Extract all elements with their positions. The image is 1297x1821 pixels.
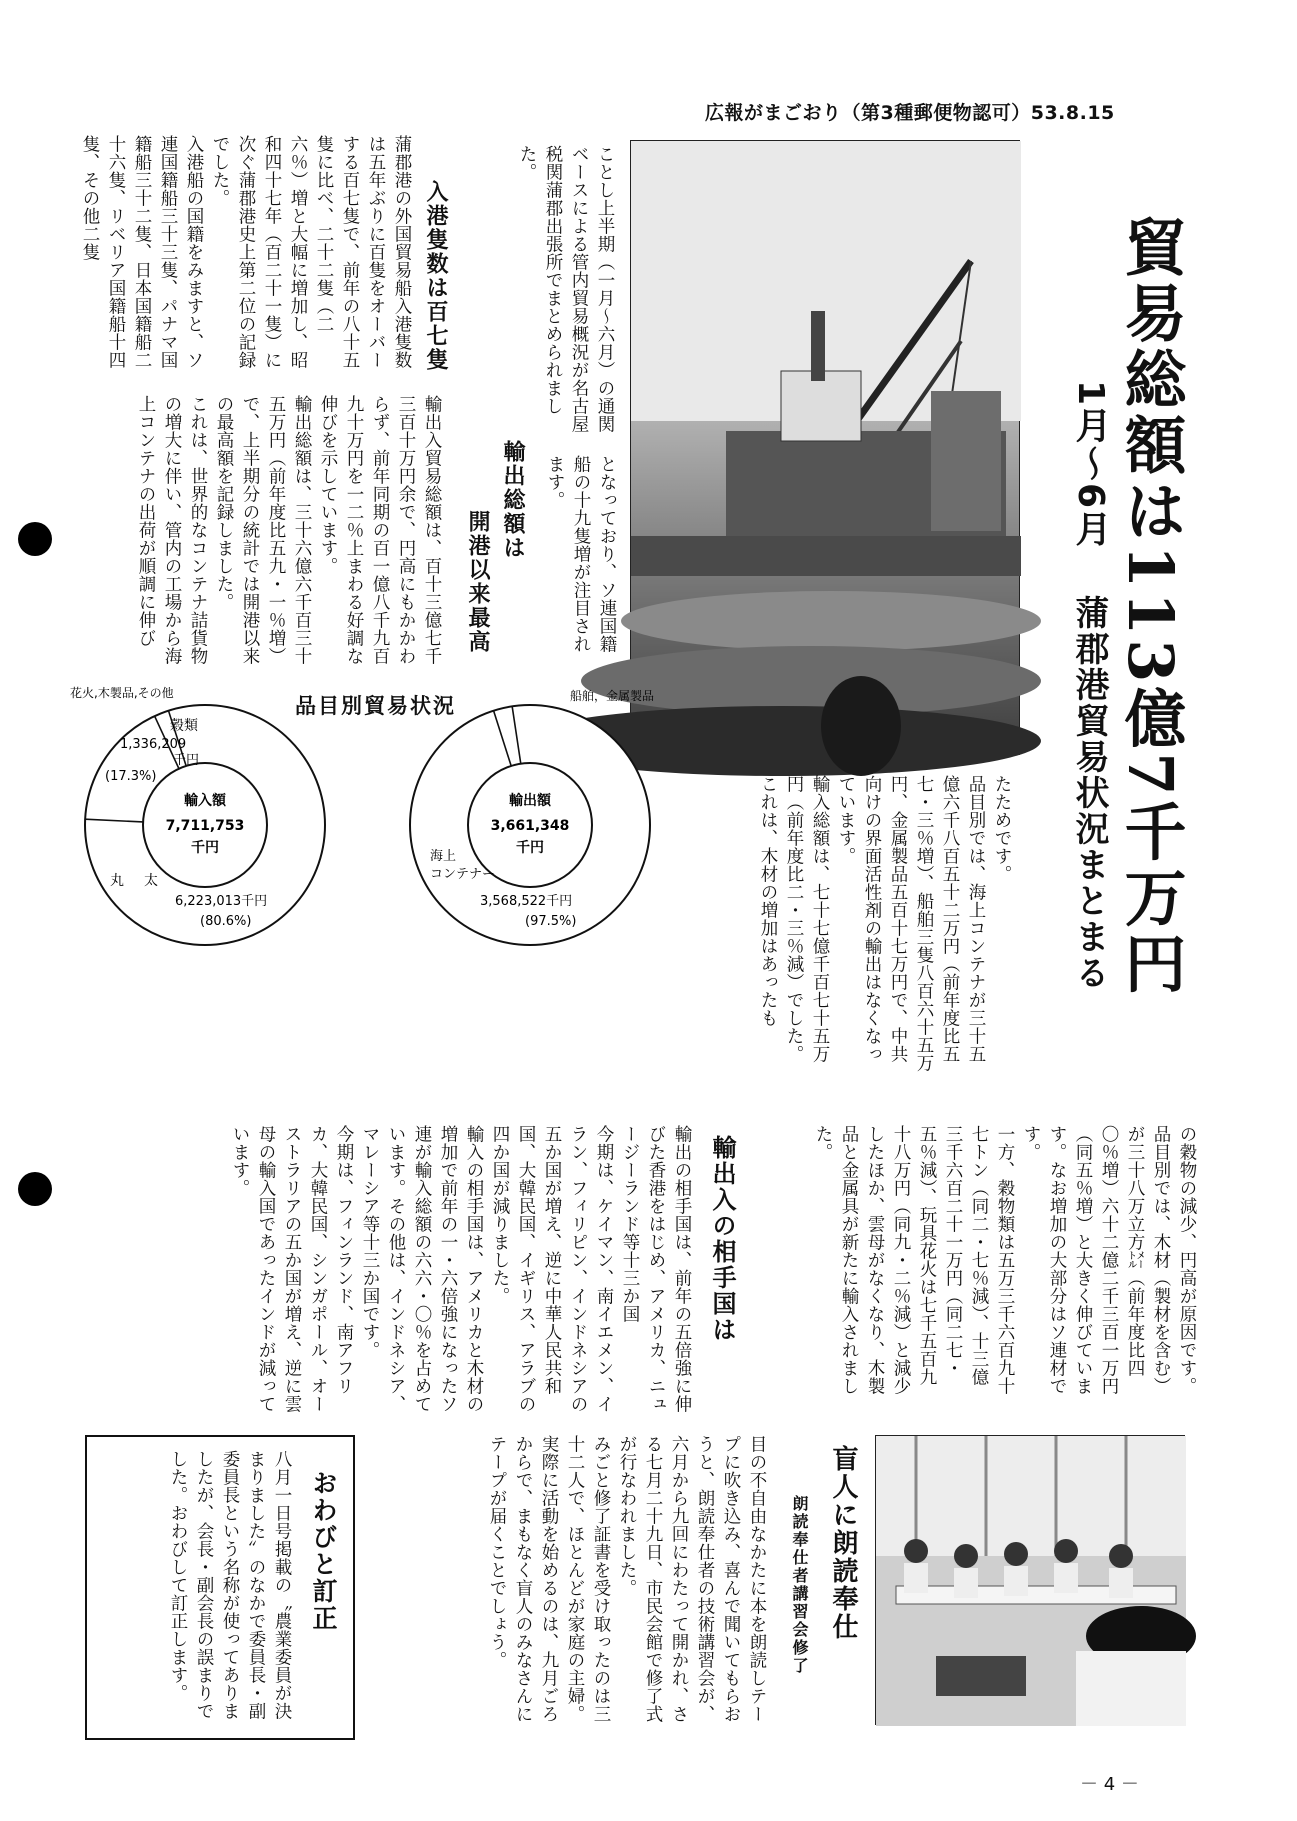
port-photo-illustration	[631, 141, 1021, 756]
import-log-label: 丸太	[110, 873, 178, 889]
article-continuation: となっており、ソ連国籍船の十九隻増が注目されます。	[545, 455, 617, 653]
import-total-unit: 千円	[191, 840, 219, 856]
correction-heading: おわびと訂正	[309, 1470, 338, 1632]
binding-hole-bottom	[18, 1172, 52, 1206]
export-total-unit: 千円	[516, 840, 544, 856]
export-pie	[410, 688, 654, 945]
page-number: － 4 －	[1080, 1774, 1139, 1795]
section2-heading-line2: 開港以来最高	[465, 510, 490, 654]
import-pie	[70, 685, 325, 945]
article-lower-right: の穀物の減少、円高が原因です。 品目別では、木材（製材を含む）が三十八万立方㍍（前年度比四〇％増）六十二億二千三百一万円（同五％増）と大きく伸びています。なお増加の大部分はソ連材です。 一方、穀物類は五万三千六百九十七トン（同二・七％減）、十三億三千六百二十一万円（同二七・五％減）、玩具花火は七千五百九十八万円（同九・二％減）と減少したほか、雲母がなくなり、木製品と金属具が新たに輸入されました。	[813, 1125, 1197, 1395]
reading-subheading: 朗読奉仕者講習会修了	[790, 1495, 809, 1675]
export-container-label-1: 海上	[430, 849, 457, 864]
import-grain-label: 穀類	[170, 718, 198, 734]
reading-heading: 盲人に朗読奉仕	[828, 1445, 858, 1641]
correction-body: 八月一日号掲載の〝農業委員が決まりました〟のなかで委員長・副委員長という名称が使ってありましたが、会長・副会長の誤まりでした。おわびして訂正します。	[168, 1450, 292, 1720]
import-grain-unit: 千円	[173, 753, 200, 768]
headline-title: 貿易総額は113億7千万円	[1114, 215, 1187, 998]
page-header: 広報がまごおり（第3種郵便物認可）53.8.15	[705, 102, 1115, 124]
import-log-value: 6,223,013千円	[175, 894, 268, 909]
binding-hole-top	[18, 522, 52, 556]
reading-body: 目の不自由なかたに本を朗読しテープに吹き込み、喜んで聞いてもらおうと、朗読奉仕者の技術講習会が、六月から九回にわたって開かれ、さる七月二十九日、市民会館で修了式が行なわれました。 みごと修了証書を受け取ったのは三十二人で、ほとんどが家庭の主婦。 実際に活動を始めるのは、九月ごろからで、まもなく盲人のみなさんにテープが届くことでしょう。	[487, 1435, 767, 1723]
import-grain-value: 1,336,209	[120, 737, 187, 752]
export-container-pct: (97.5%)	[525, 914, 577, 929]
article-intro: ことし上半期（一月～六月）の通関ベースによる管内貿易概況が名古屋税関蒲郡出張所でまとめられました。	[517, 145, 615, 433]
section1-body: 蒲郡港の外国貿易船入港隻数は五年ぶりに百隻をオーバーする百七隻で、前年の八十五隻に比べ、二十二隻（二六％）増と大幅に増加し、昭和四十七年（百二十一隻）に次ぐ蒲郡港史上第二位の記録でした。 入港船の国籍をみますと、ソ連国籍船三十三隻、パナマ国籍船三十二隻、日本国籍船二十六隻、リベリア国籍船十四隻、その他二隻	[80, 135, 412, 369]
export-container-label-2: コンテナー	[430, 867, 496, 882]
export-total-label: 輸出額	[509, 793, 551, 809]
export-total-value: 3,661,348	[490, 818, 570, 834]
export-other-label: 船舶，金属製品	[570, 689, 655, 703]
article-lower-heading: 輸出入の相手国は	[708, 1135, 736, 1343]
section2-heading-line1: 輸出総額は	[500, 440, 525, 560]
headline-period: 1月～6月	[1070, 380, 1111, 549]
section1-heading: 入港隻数は百七隻	[423, 180, 448, 372]
headline-subtitle: 蒲郡港貿易状況まとまる	[1069, 595, 1109, 991]
import-other-label: 花火,木製品,その他	[70, 686, 174, 700]
import-total-value: 7,711,753	[165, 818, 245, 834]
port-photo	[630, 140, 1020, 755]
section2-body: 輸出入貿易総額は、百十三億七千三百十万円余で、円高にもかかわらず、前年同期の百一億八千九百九十万円を一二％上まわる好調な伸びを示しています。 輸出総額は、三十六億六千百三十五万円（前年度比五九・一％増）で、上半期分の統計では開港以来の最高額を記録しました。 これは、世界的なコンテナ詰貨物の増大に伴い、管内の工場から海上コンテナの出荷が順調に伸び	[136, 395, 442, 665]
export-container-value: 3,568,522千円	[480, 894, 573, 909]
chart-title: 品目別貿易状況	[295, 694, 456, 718]
reading-class-illustration	[876, 1436, 1186, 1726]
reading-class-photo	[875, 1435, 1185, 1725]
article-right-col: たためです。 品目別では、海上コンテナが三十五億六千八百五十二万円（前年度比五七・三％増）、船舶三隻八百六十五万円、金属製品五百十七万円で、中共向けの界面活性剤の輸出はなくなっています。 輸入総額は、七十七億千百七十五万円（前年度比二・三％減）でした。 これは、木材の増加はあったも	[758, 775, 1012, 1073]
import-log-pct: (80.6%)	[200, 914, 252, 929]
import-grain-pct: (17.3%)	[105, 769, 157, 784]
article-lower-mid: 輸出の相手国は、前年の五倍強に伸びた香港をはじめ、アメリカ、ニュージーランド等十三か国 今期は、ケイマン、南イエメン、イラン、フィリピン、インドネシアの五か国が増え、逆に中華人民共和国、大韓民国、イギリス、アラブの四か国が減りました。 輸入の相手国は、アメリカと木材の増加で前年の一・六倍強になったソ連が輸入総額の六六・〇％を占めています。その他は、インドネシア、マレーシア等十三か国です。 今期は、フィンランド、南アフリカ、大韓民国、シンガポール、オーストラリアの五か国が増え、逆に雲母の輸入国であったインドが減っています。	[230, 1125, 692, 1413]
import-total-label: 輸入額	[184, 793, 226, 809]
trade-pie-charts	[60, 686, 690, 950]
